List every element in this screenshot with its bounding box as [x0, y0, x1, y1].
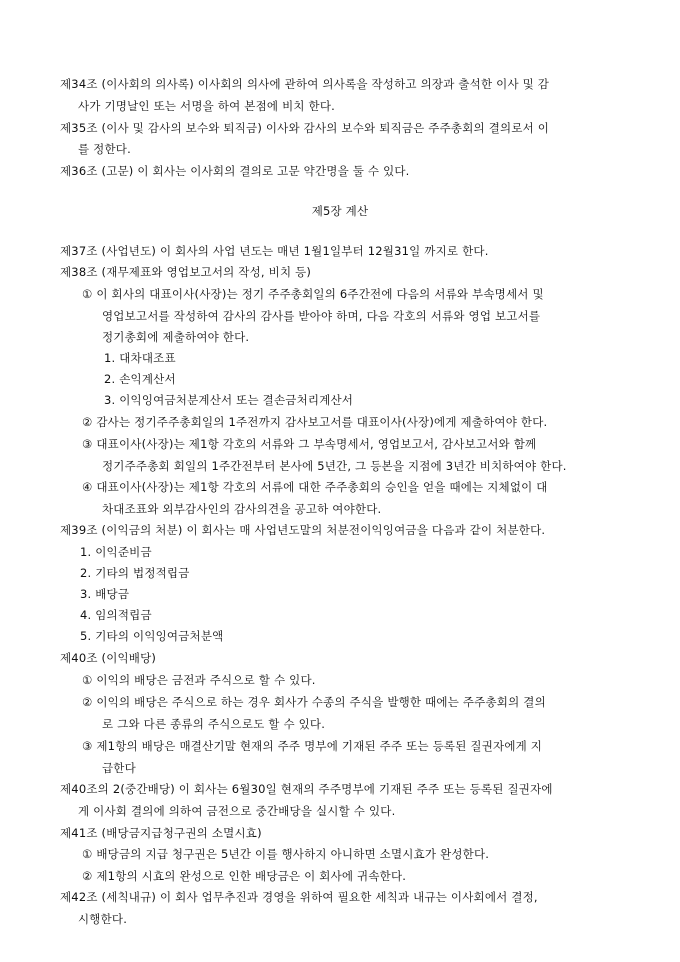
article-37-line: 제37조 (사업년도) 이 회사의 사업 년도는 매년 1월1일부터 12월31일 까지로 한다.	[60, 244, 489, 258]
article-39-line: 제39조 (이익금의 처분) 이 회사는 매 사업년도말의 처분전이익잉여금을 다음과 같이 처분한다.	[60, 523, 546, 537]
article-40-para1: ① 이익의 배당은 금전과 주식으로 할 수 있다.	[82, 673, 316, 687]
article-34-line-1: 제34조 (이사회의 의사록) 이사회의 의사에 관하여 의사록을 작성하고 의장과 출석한 이사 및 감	[60, 77, 550, 91]
chapter-5-title: 제5장 계산	[311, 204, 369, 218]
article-41-heading: 제41조 (배당금지급청구권의 소멸시효)	[60, 826, 262, 840]
article-40-para3-line1: ③ 제1항의 배당은 매결산기말 현재의 주주 명부에 기재된 주주 또는 등록된 질권자에게 지	[82, 739, 543, 753]
article-38-para2: ② 감사는 정기주주총회일의 1주전까지 감사보고서를 대표이사(사장)에게 제출하여야 한다.	[82, 415, 548, 429]
article-38-para4-line2: 차대조표와 외부감사인의 감사의견을 공고하 여야한다.	[102, 502, 382, 516]
article-38-para1-line2: 영업보고서를 작성하여 감사의 감사를 받아야 하며, 다음 각호의 서류와 영업 보고서를	[102, 309, 541, 323]
article-36-line: 제36조 (고문) 이 회사는 이사회의 결의로 고문 약간명을 둘 수 있다.	[60, 164, 410, 178]
article-38-item-1: 1. 대차대조표	[104, 351, 176, 365]
article-42-line2: 시행한다.	[78, 912, 128, 926]
article-40-para2-line2: 로 그와 다른 종류의 주식으로도 할 수 있다.	[102, 717, 326, 731]
article-38-para1-line3: 정기총회에 제출하여야 한다.	[102, 330, 250, 344]
article-41-para2: ② 제1항의 시효의 완성으로 인한 배당금은 이 회사에 귀속한다.	[82, 869, 407, 883]
article-38-para3-line2: 정기주주총회 회일의 1주간전부터 본사에 5년간, 그 등본을 지점에 3년간 비치하여야 한다.	[102, 459, 567, 473]
article-40-2-line1: 제40조의 2(중간배당) 이 회사는 6월30일 현재의 주주명부에 기재된 주주 또는 등록된 질권자에	[60, 782, 553, 796]
article-38-heading: 제38조 (재무제표와 영업보고서의 작성, 비치 등)	[60, 265, 312, 279]
article-40-2-line2: 게 이사회 결의에 의하여 금전으로 중간배당을 실시할 수 있다.	[78, 804, 396, 818]
article-35-line-1: 제35조 (이사 및 감사의 보수와 퇴직금) 이사와 감사의 보수와 퇴직금은 주주총회의 결의로서 이	[60, 121, 550, 135]
article-39-item-1: 1. 이익준비금	[80, 545, 152, 559]
article-41-para1: ① 배당금의 지급 청구권은 5년간 이를 행사하지 아니하면 소멸시효가 완성한다.	[82, 847, 490, 861]
article-38-para1-line1: ① 이 회사의 대표이사(사장)는 정기 주주총회일의 6주간전에 다음의 서류와 부속명세서 및	[82, 287, 544, 301]
article-42-line1: 제42조 (세칙내규) 이 회사 업무추진과 경영을 위하여 필요한 세칙과 내규는 이사회에서 결정,	[60, 890, 538, 904]
article-40-para2-line1: ② 이익의 배당은 주식으로 하는 경우 회사가 수종의 주식을 발행한 때에는 주주총회의 결의	[82, 695, 546, 709]
article-40-para3-line2: 급한다	[102, 761, 136, 775]
article-39-item-5: 5. 기타의 이익잉여금처분액	[80, 629, 224, 643]
article-38-para4-line1: ④ 대표이사(사장)는 제1항 각호의 서류에 대한 주주총회의 승인을 얻을 때에는 지체없이 대	[82, 480, 548, 494]
article-38-para3-line1: ③ 대표이사(사장)는 제1항 각호의 서류와 그 부속명세서, 영업보고서, 감사보고서와 함께	[82, 437, 537, 451]
article-34-line-2: 사가 기명날인 또는 서명을 하여 본점에 비치 한다.	[78, 99, 336, 113]
article-38-item-3: 3. 이익잉여금처분계산서 또는 결손금처리계산서	[104, 393, 354, 407]
article-39-item-3: 3. 배당금	[80, 587, 130, 601]
article-39-item-2: 2. 기타의 법정적립금	[80, 566, 190, 580]
article-38-item-2: 2. 손익계산서	[104, 372, 176, 386]
article-39-item-4: 4. 임의적립금	[80, 608, 152, 622]
article-35-line-2: 를 정한다.	[78, 142, 131, 156]
article-40-heading: 제40조 (이익배당)	[60, 651, 157, 665]
